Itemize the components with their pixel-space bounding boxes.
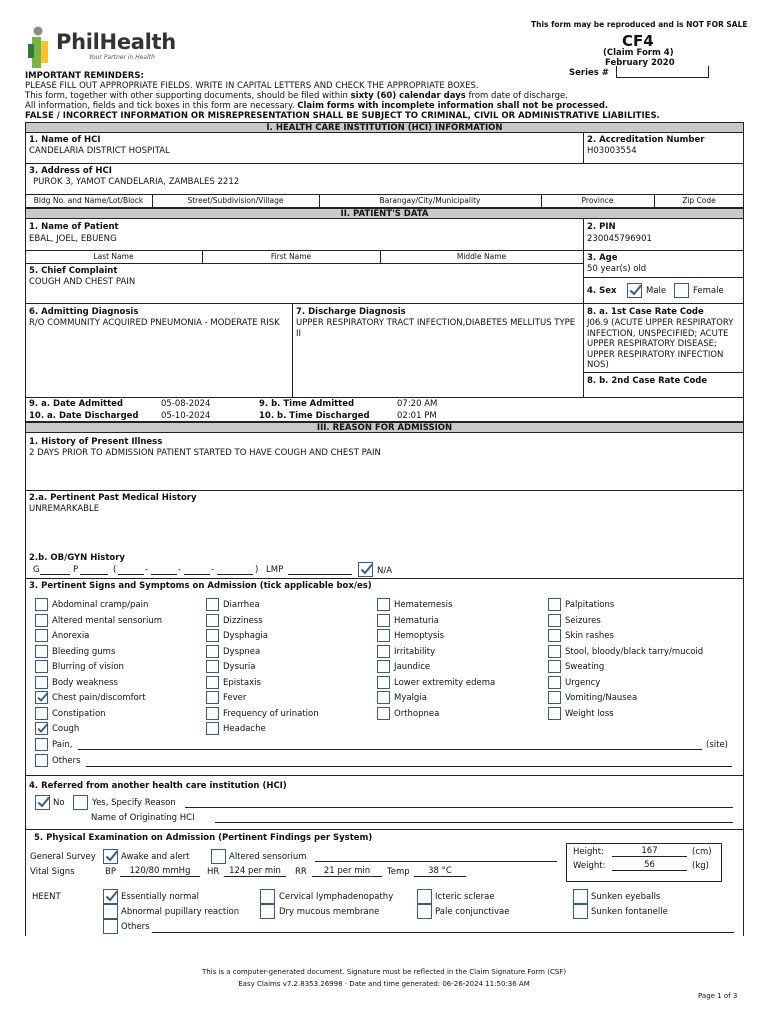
patient-name-value: EBAL, JOEL, EBUENG bbox=[29, 234, 117, 244]
sign-checkbox[interactable] bbox=[377, 660, 390, 673]
time-discharged-value: 02:01 PM bbox=[397, 411, 437, 421]
sign-label: Dyspnea bbox=[223, 647, 261, 657]
sign-label: Myalgia bbox=[394, 693, 427, 703]
heent-sunken-fontanelle-checkbox[interactable] bbox=[573, 904, 588, 919]
pin-value: 230045796901 bbox=[587, 234, 652, 244]
sign-checkbox[interactable] bbox=[206, 722, 219, 735]
heent-cervical-label: Cervical lymphadenopathy bbox=[279, 892, 394, 902]
heent-dry-checkbox[interactable] bbox=[260, 904, 275, 919]
page-number: Page 1 of 3 bbox=[698, 992, 738, 1000]
footer-version: Easy Claims v7.2.8353.26998 · Date and time generated: 06-26-2024 11:50:36 AM bbox=[238, 980, 530, 988]
sign-checkbox[interactable] bbox=[548, 614, 561, 627]
heent-sunken-eyeballs-label: Sunken eyeballs bbox=[591, 892, 661, 902]
sign-label: Abdominal cramp/pain bbox=[52, 600, 149, 610]
sign-checkbox[interactable] bbox=[35, 614, 48, 627]
sign-label: Blurring of vision bbox=[52, 662, 124, 672]
rr-label: RR bbox=[295, 867, 307, 877]
case-rate-2-label: 8. b. 2nd Case Rate Code bbox=[587, 376, 708, 386]
check-icon bbox=[36, 795, 51, 810]
referred-yes-label: Yes, Specify Reason bbox=[92, 798, 176, 808]
sign-checkbox[interactable] bbox=[206, 707, 219, 720]
heent-pupil-checkbox[interactable] bbox=[103, 904, 118, 919]
hpi-label: 1. History of Present Illness bbox=[29, 437, 163, 447]
patient-col-last: Last Name bbox=[93, 252, 134, 261]
discharge-dx-label: 7. Discharge Diagnosis bbox=[296, 307, 406, 317]
pain-label: Pain, bbox=[52, 740, 73, 750]
check-icon bbox=[36, 722, 49, 735]
check-icon bbox=[104, 849, 119, 864]
heent-sunken-eyeballs-checkbox[interactable] bbox=[573, 889, 588, 904]
philhealth-logo-icon bbox=[26, 26, 56, 70]
addr-col-zip: Zip Code bbox=[682, 196, 716, 205]
sign-label: Frequency of urination bbox=[223, 709, 319, 719]
form-date: February 2020 bbox=[605, 58, 675, 68]
referred-no-checkbox[interactable] bbox=[35, 795, 50, 810]
sex-female-label: Female bbox=[693, 286, 724, 296]
sign-checkbox[interactable] bbox=[206, 691, 219, 704]
heent-cervical-checkbox[interactable] bbox=[260, 889, 275, 904]
sign-label: Dysphagia bbox=[223, 631, 268, 641]
orig-hci-label: Name of Originating HCI bbox=[91, 813, 195, 823]
sign-checkbox[interactable] bbox=[206, 645, 219, 658]
age-value: 50 year(s) old bbox=[587, 264, 647, 274]
obgyn-na-label: N/A bbox=[377, 566, 393, 576]
check-icon bbox=[104, 889, 119, 904]
referral-reason-line[interactable] bbox=[185, 807, 733, 808]
sign-checkbox[interactable] bbox=[548, 691, 561, 704]
sex-male-label: Male bbox=[646, 286, 667, 296]
sign-label: Cough bbox=[52, 724, 80, 734]
sign-checkbox[interactable] bbox=[35, 660, 48, 673]
sign-checkbox[interactable] bbox=[35, 629, 48, 642]
sign-label: Sweating bbox=[565, 662, 605, 672]
sign-label: Orthopnea bbox=[394, 709, 440, 719]
height-unit: (cm) bbox=[692, 847, 712, 857]
check-icon bbox=[628, 283, 643, 298]
form-code: CF4 bbox=[622, 32, 654, 50]
check-icon bbox=[359, 562, 374, 577]
case-rate-1-label: 8. a. 1st Case Rate Code bbox=[587, 307, 704, 317]
gs-altered-label: Altered sensorium bbox=[229, 852, 307, 862]
rr-value: 21 per min bbox=[323, 866, 371, 876]
weight-value: 56 bbox=[644, 860, 655, 870]
sign-label: Diarrhea bbox=[223, 600, 260, 610]
reminders-line1: PLEASE FILL OUT APPROPRIATE FIELDS. WRITE IN CAPITAL LETTERS AND CHECK THE APPROPRIATE BOXES. bbox=[25, 81, 479, 91]
section-reason-title: III. REASON FOR ADMISSION bbox=[25, 422, 744, 433]
chief-complaint-value: COUGH AND CHEST PAIN bbox=[29, 277, 136, 287]
sign-label: Anorexia bbox=[52, 631, 90, 641]
gs-altered-line[interactable] bbox=[315, 861, 557, 862]
pe-label: 5. Physical Examination on Admission (Pertinent Findings per System) bbox=[34, 833, 373, 843]
addr-col-province: Province bbox=[581, 196, 614, 205]
sex-female-checkbox[interactable] bbox=[674, 283, 689, 298]
sign-checkbox[interactable] bbox=[548, 629, 561, 642]
heent-others-label: Others bbox=[121, 922, 150, 932]
signs-label: 3. Pertinent Signs and Symptoms on Admission (tick applicable box/es) bbox=[29, 581, 372, 591]
sign-checkbox[interactable] bbox=[206, 614, 219, 627]
patient-name-label: 1. Name of Patient bbox=[29, 222, 119, 232]
vs-label: Vital Signs bbox=[30, 867, 75, 877]
sign-checkbox[interactable] bbox=[206, 598, 219, 611]
check-icon bbox=[36, 691, 49, 704]
accreditation-value: H03003554 bbox=[587, 146, 637, 156]
section-hci-title: I. HEALTH CARE INSTITUTION (HCI) INFORMATION bbox=[25, 122, 744, 133]
addr-col-street: Street/Subdivision/Village bbox=[187, 196, 284, 205]
sign-label: Weight loss bbox=[565, 709, 614, 719]
hpi-value: 2 DAYS PRIOR TO ADMISSION PATIENT STARTED TO HAVE COUGH AND CHEST PAIN bbox=[29, 448, 381, 458]
sign-label: Dysuria bbox=[223, 662, 256, 672]
hr-label: HR bbox=[207, 867, 220, 877]
hci-address-value: PUROK 3, YAMOT CANDELARIA, ZAMBALES 2212 bbox=[33, 177, 240, 187]
sign-label: Lower extremity edema bbox=[394, 678, 496, 688]
obgyn-na-checkbox[interactable] bbox=[358, 562, 373, 577]
heent-sunken-fontanelle-label: Sunken fontanelle bbox=[591, 907, 668, 917]
sign-label: Fever bbox=[223, 693, 247, 703]
sign-checkbox[interactable] bbox=[548, 676, 561, 689]
sex-label: 4. Sex bbox=[587, 286, 617, 296]
heent-pale-checkbox[interactable] bbox=[417, 904, 432, 919]
sign-label: Jaundice bbox=[394, 662, 431, 672]
series-label: Series # bbox=[569, 68, 609, 78]
date-admitted-label: 9. a. Date Admitted bbox=[29, 399, 124, 409]
chief-complaint-label: 5. Chief Complaint bbox=[29, 266, 118, 276]
heent-pupil-label: Abnormal pupillary reaction bbox=[121, 907, 240, 917]
time-admitted-label: 9. b. Time Admitted bbox=[259, 399, 355, 409]
sign-checkbox[interactable] bbox=[35, 645, 48, 658]
sign-label: Skin rashes bbox=[565, 631, 614, 641]
bp-label: BP bbox=[105, 867, 116, 877]
temp-label: Temp bbox=[387, 867, 410, 877]
not-for-sale-note: This form may be reproduced and is NOT FOR SALE bbox=[531, 20, 748, 29]
height-value: 167 bbox=[641, 846, 658, 856]
weight-unit: (kg) bbox=[692, 861, 709, 871]
referred-no-label: No bbox=[53, 798, 65, 808]
sign-label: Hematuria bbox=[394, 616, 439, 626]
heent-others-line[interactable] bbox=[152, 932, 734, 933]
sign-checkbox[interactable] bbox=[35, 707, 48, 720]
age-label: 3. Age bbox=[587, 253, 618, 263]
sign-checkbox[interactable] bbox=[206, 629, 219, 642]
heent-dry-label: Dry mucous membrane bbox=[279, 907, 380, 917]
sex-male-checkbox[interactable] bbox=[627, 283, 642, 298]
accreditation-label: 2. Accreditation Number bbox=[587, 135, 705, 145]
sign-checkbox[interactable] bbox=[377, 645, 390, 658]
reminders-line2: This form, together with other supporting documents, should be filed within sixty (60) calendar days from date of discharge. bbox=[25, 91, 568, 101]
heent-pale-label: Pale conjunctivae bbox=[435, 907, 510, 917]
patient-col-first: First Name bbox=[270, 252, 312, 261]
others-label: Others bbox=[52, 756, 81, 766]
sign-checkbox[interactable] bbox=[377, 629, 390, 642]
section-patient-title: II. PATIENT'S DATA bbox=[25, 208, 744, 219]
sign-label: Hemoptysis bbox=[394, 631, 445, 641]
sign-label: Hematemesis bbox=[394, 600, 453, 610]
sign-checkbox[interactable] bbox=[377, 676, 390, 689]
date-discharged-label: 10. a. Date Discharged bbox=[29, 411, 139, 421]
sign-checkbox[interactable] bbox=[35, 722, 48, 735]
pmh-label: 2.a. Pertinent Past Medical History bbox=[29, 493, 197, 503]
sign-label: Seizures bbox=[565, 616, 601, 626]
sign-checkbox[interactable] bbox=[548, 645, 561, 658]
series-input[interactable] bbox=[616, 66, 709, 78]
sign-label: Bleeding gums bbox=[52, 647, 116, 657]
sign-label: Urgency bbox=[565, 678, 601, 688]
heent-normal-checkbox[interactable] bbox=[103, 889, 118, 904]
pin-label: 2. PIN bbox=[587, 222, 616, 232]
sign-checkbox[interactable] bbox=[377, 691, 390, 704]
reminders-title: IMPORTANT REMINDERS: bbox=[25, 71, 144, 81]
sign-checkbox[interactable] bbox=[548, 598, 561, 611]
obgyn-line: G P ( - - - ) LMP bbox=[33, 565, 363, 577]
sign-checkbox[interactable] bbox=[548, 707, 561, 720]
sign-checkbox[interactable] bbox=[206, 660, 219, 673]
sign-label: Dizziness bbox=[223, 616, 263, 626]
sign-checkbox[interactable] bbox=[377, 614, 390, 627]
philhealth-logo bbox=[26, 26, 181, 70]
bp-value: 120/80 mmHg bbox=[129, 866, 191, 876]
sign-checkbox[interactable] bbox=[35, 598, 48, 611]
pain-site-line[interactable] bbox=[78, 749, 702, 750]
sign-label: Stool, bloody/black tarry/mucoid bbox=[565, 647, 704, 657]
gs-awake-checkbox[interactable] bbox=[103, 849, 118, 864]
sign-checkbox[interactable] bbox=[35, 691, 48, 704]
sign-label: Body weakness bbox=[52, 678, 118, 688]
date-discharged-value: 05-10-2024 bbox=[161, 411, 211, 421]
sign-label: Epistaxis bbox=[223, 678, 261, 688]
height-label: Height: bbox=[573, 847, 604, 857]
date-admitted-value: 05-08-2024 bbox=[161, 399, 211, 409]
reminders-line3: All information, fields and tick boxes in this form are necessary. Claim forms with incomplete information shall not be processed. bbox=[25, 101, 609, 111]
sign-label: Headache bbox=[223, 724, 266, 734]
heent-others-checkbox[interactable] bbox=[103, 919, 118, 934]
sign-label: Palpitations bbox=[565, 600, 615, 610]
patient-col-middle: Middle Name bbox=[456, 252, 507, 261]
hci-name-label: 1. Name of HCI bbox=[29, 135, 101, 145]
sign-label: Chest pain/discomfort bbox=[52, 693, 146, 703]
others-line[interactable] bbox=[86, 766, 732, 767]
admitting-dx-value: R/O COMMUNITY ACQUIRED PNEUMONIA - MODERATE RISK bbox=[29, 318, 280, 328]
heent-icteric-checkbox[interactable] bbox=[417, 889, 432, 904]
sign-label: Altered mental sensorium bbox=[52, 616, 163, 626]
sign-checkbox[interactable] bbox=[35, 676, 48, 689]
discharge-dx-value: UPPER RESPIRATORY TRACT INFECTION,DIABETES MELLITUS TYPE II bbox=[296, 318, 576, 339]
pmh-value: UNREMARKABLE bbox=[29, 504, 100, 514]
sign-checkbox[interactable] bbox=[377, 598, 390, 611]
addr-col-bldg: Bldg No. and Name/Lot/Block bbox=[33, 196, 144, 205]
logo-tagline: Your Partner in Health bbox=[89, 54, 155, 61]
time-admitted-value: 07:20 AM bbox=[397, 399, 438, 409]
addr-col-barangay: Barangay/City/Municipality bbox=[379, 196, 481, 205]
logo-text: PhilHealth bbox=[56, 30, 176, 54]
sign-label: Irritability bbox=[394, 647, 436, 657]
gs-altered-checkbox[interactable] bbox=[211, 849, 226, 864]
pain-checkbox[interactable] bbox=[35, 738, 48, 751]
reminders-line4: FALSE / INCORRECT INFORMATION OR MISREPRESENTATION SHALL BE SUBJECT TO CRIMINAL, CIVIL OR ADMINISTRATIVE LIABILITIES. bbox=[25, 111, 660, 121]
referred-yes-checkbox[interactable] bbox=[73, 795, 88, 810]
heent-normal-label: Essentially normal bbox=[121, 892, 199, 902]
orig-hci-line[interactable] bbox=[215, 822, 733, 823]
hci-name-value: CANDELARIA DISTRICT HOSPITAL bbox=[29, 146, 170, 156]
others-checkbox[interactable] bbox=[35, 754, 48, 767]
sign-label: Vomiting/Nausea bbox=[565, 693, 638, 703]
form-name: (Claim Form 4) bbox=[603, 48, 674, 58]
admitting-dx-label: 6. Admitting Diagnosis bbox=[29, 307, 139, 317]
hci-address-label: 3. Address of HCI bbox=[29, 166, 112, 176]
sign-checkbox[interactable] bbox=[548, 660, 561, 673]
referred-label: 4. Referred from another health care institution (HCI) bbox=[29, 781, 287, 791]
footer-note: This is a computer-generated document. Signature must be reflected in the Claim Signature Form (CSF) bbox=[201, 968, 567, 976]
obgyn-label: 2.b. OB/GYN History bbox=[29, 553, 125, 563]
gs-awake-label: Awake and alert bbox=[121, 852, 190, 862]
temp-value: 38 °C bbox=[428, 866, 452, 876]
heent-label: HEENT bbox=[32, 892, 61, 902]
time-discharged-label: 10. b. Time Discharged bbox=[259, 411, 370, 421]
weight-label: Weight: bbox=[573, 861, 606, 871]
sign-label: Constipation bbox=[52, 709, 106, 719]
case-rate-1-value: J06.9 (ACUTE UPPER RESPIRATORY INFECTION, UNSPECIFIED; ACUTE UPPER RESPIRATORY DISEASE; UPPER RESPIRATORY INFECTION NOS) bbox=[587, 318, 734, 370]
hr-value: 124 per min bbox=[229, 866, 281, 876]
gs-label: General Survey bbox=[30, 852, 96, 862]
heent-icteric-label: Icteric sclerae bbox=[435, 892, 495, 902]
sign-checkbox[interactable] bbox=[377, 707, 390, 720]
site-label: (site) bbox=[706, 740, 728, 750]
sign-checkbox[interactable] bbox=[206, 676, 219, 689]
